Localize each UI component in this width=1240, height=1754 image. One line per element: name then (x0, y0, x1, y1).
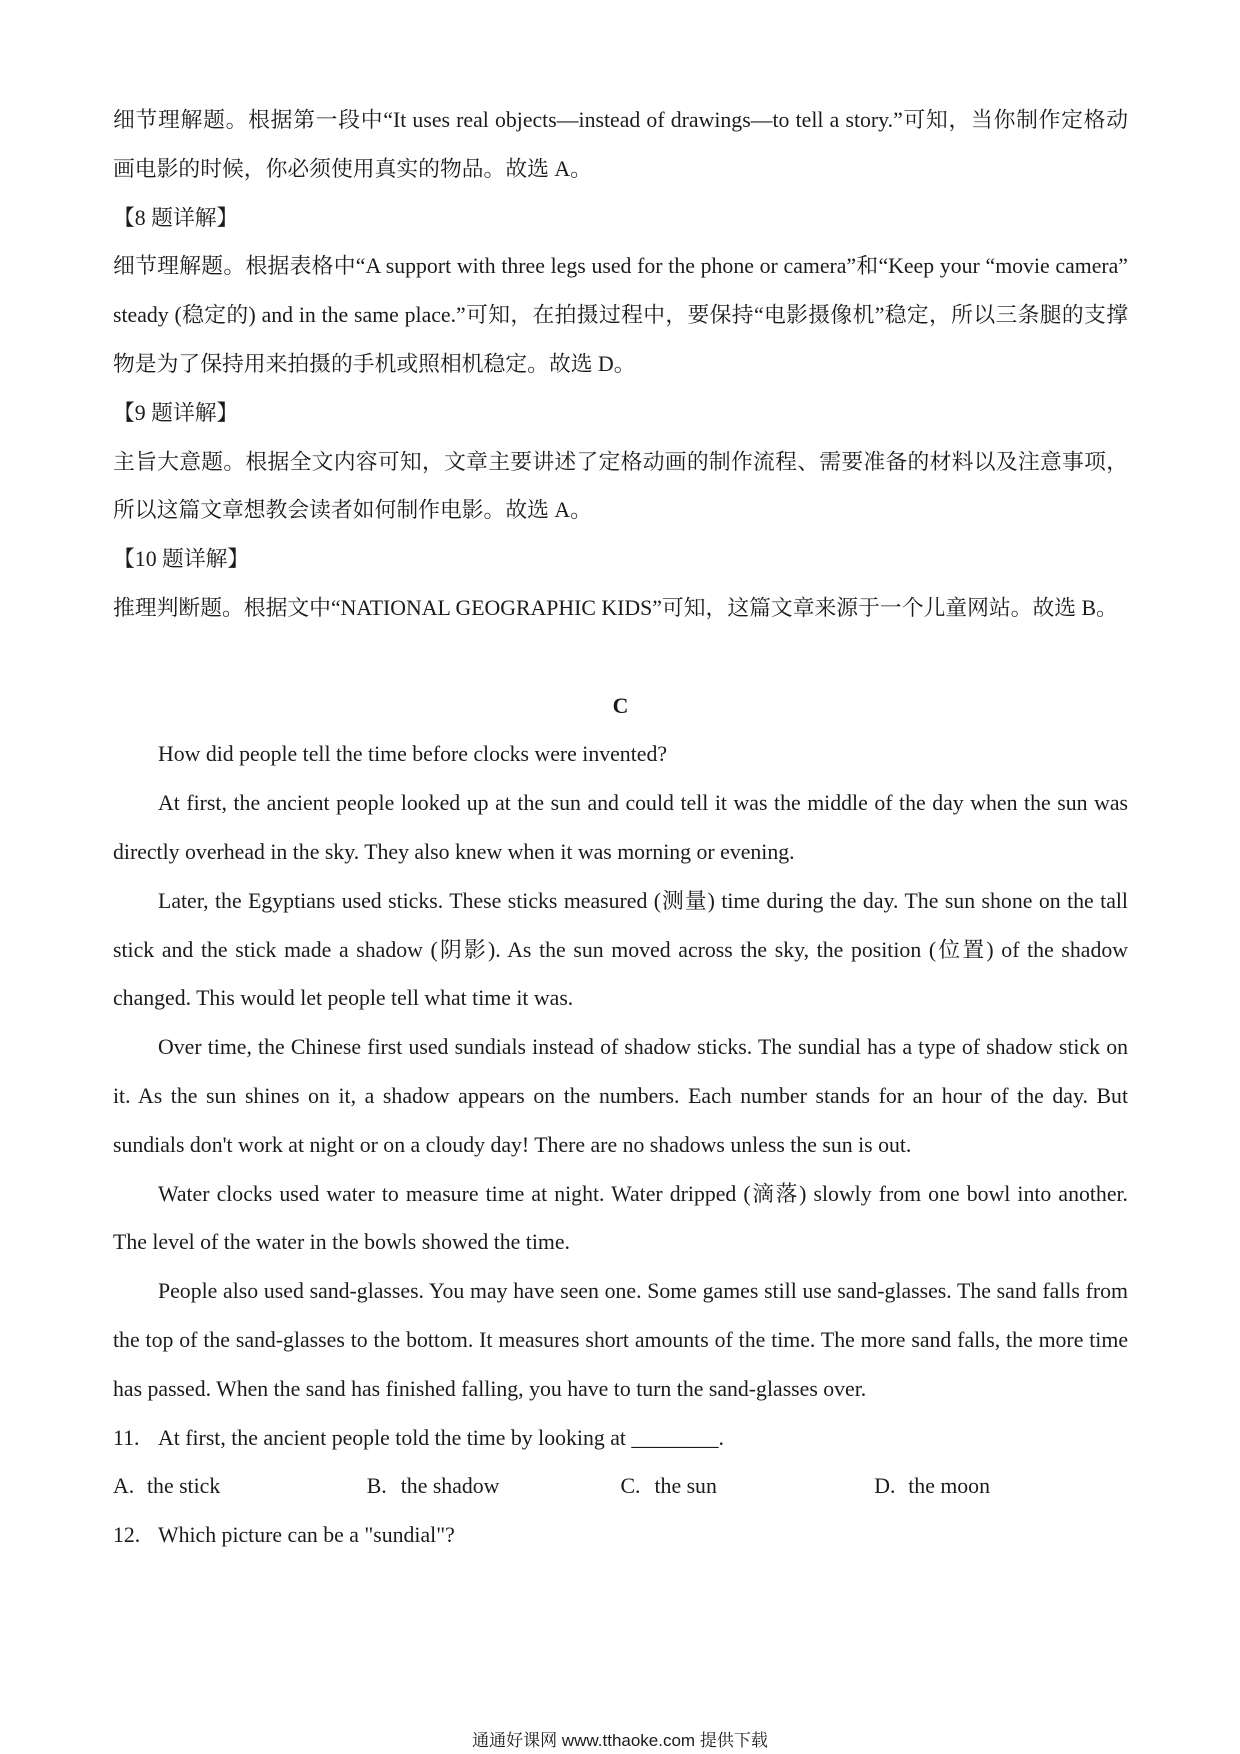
question-number: 12. (113, 1523, 141, 1548)
option-label: B. (366, 1474, 387, 1499)
page-content (113, 96, 1128, 1560)
option-a (113, 1462, 367, 1511)
explanation-text-q8: 细节理解题。根据表格中“A support with three legs used for the phone or camera”和“Keep your “movie camera” steady (稳定的) and in the same place.”可知，在拍摄过程中，要保持“电影摄像机”稳定，所以三条腿的支撑物是为了保持用来拍摄的手机或照相机稳定。故选 D。 (113, 254, 1128, 376)
passage-section-label: C (612, 693, 629, 718)
option-text: the shadow (400, 1474, 500, 1499)
passage-paragraph-4: Over time, the Chinese first used sundials instead of shadow sticks. The sundial has a type of shadow stick on it. As the sun shines on it, a shadow appears on the numbers. Each number stands for an hour of the day. But sundials don't work at night or on a cloudy day! There are no shadows unless the sun is out. (113, 1035, 1128, 1157)
passage-paragraph-1: How did people tell the time before clocks were invented? (158, 742, 668, 767)
option-text: the stick (147, 1474, 221, 1499)
explanation-text-q7: 细节理解题。根据第一段中“It uses real objects—instead of drawings—to tell a story.”可知，当你制作定格动画电影的时候，你必须使用真实的物品。故选 A。 (113, 108, 1128, 181)
option-label: A. (113, 1474, 135, 1499)
explanation-heading-q10: 【10 题详解】 (113, 547, 250, 572)
explanation-heading-q9: 【9 题详解】 (113, 400, 239, 425)
option-c (621, 1462, 875, 1511)
question-11 (113, 1414, 1128, 1463)
page-footer: 通通好课网 www.tthaoke.com 提供下载 (472, 1731, 768, 1750)
option-d (874, 1462, 1128, 1511)
question-12 (113, 1511, 1128, 1560)
question-stem: At first, the ancient people told the time by looking at ________. (158, 1425, 725, 1450)
question-11-options (113, 1462, 1128, 1511)
explanation-heading-q8: 【8 题详解】 (113, 205, 239, 230)
option-text: the moon (908, 1474, 990, 1499)
passage-paragraph-2: At first, the ancient people looked up at the sun and could tell it was the middle of the day when the sun was directly overhead in the sky. They also knew when it was morning or evening. (113, 791, 1128, 864)
question-number: 11. (113, 1425, 140, 1450)
passage-paragraph-3: Later, the Egyptians used sticks. These sticks measured (测量) time during the day. The sun shone on the tall stick and the stick made a shadow (阴影). As the sun moved across the sky, the position (位置) of the shadow changed. This would let people tell what time it was. (113, 888, 1128, 1011)
question-stem: Which picture can be a "sundial"? (158, 1523, 455, 1548)
option-b (367, 1462, 621, 1511)
explanation-text-q10: 推理判断题。根据文中“NATIONAL GEOGRAPHIC KIDS”可知，这篇文章来源于一个儿童网站。故选 B。 (113, 595, 1118, 620)
option-label: C. (620, 1474, 641, 1499)
passage-paragraph-6: People also used sand-glasses. You may have seen one. Some games still use sand-glasses. The sand falls from the top of the sand-glasses to the bottom. It measures short amounts of the time. The more sand falls, the more time has passed. When the sand has finished falling, you have to turn the sand-glasses over. (113, 1279, 1128, 1401)
explanation-text-q9: 主旨大意题。根据全文内容可知，文章主要讲述了定格动画的制作流程、需要准备的材料以及注意事项，所以这篇文章想教会读者如何制作电影。故选 A。 (113, 449, 1128, 523)
option-text: the sun (654, 1474, 717, 1499)
option-label: D. (874, 1474, 896, 1499)
passage-paragraph-5: Water clocks used water to measure time at night. Water dripped (滴落) slowly from one bowl into another. The level of the water in the bowls showed the time. (113, 1181, 1128, 1255)
